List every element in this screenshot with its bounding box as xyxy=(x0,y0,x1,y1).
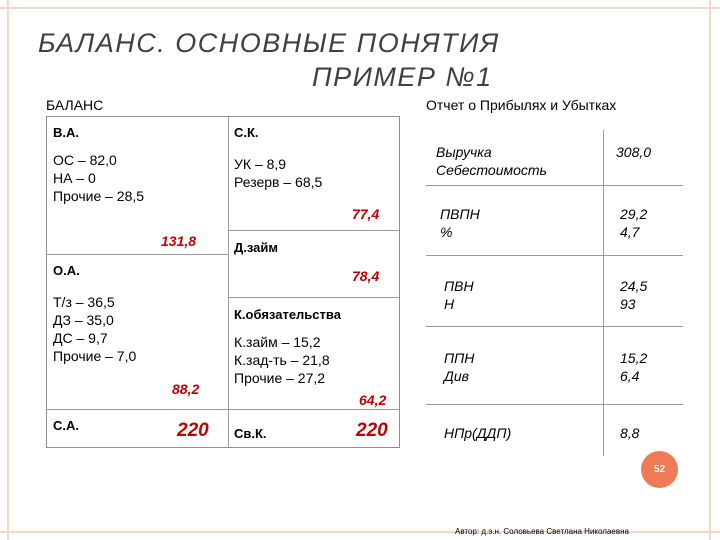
pl-row-divider xyxy=(426,185,683,186)
sk-line: УК – 8,9 xyxy=(234,156,287,172)
va-heading: В.А. xyxy=(53,125,79,140)
slide-border-right xyxy=(709,0,711,540)
sk-total: 77,4 xyxy=(352,206,380,222)
pl-value-line: 4,7 xyxy=(620,224,640,240)
oa-line: ДЗ – 35,0 xyxy=(53,312,114,328)
pl-label-line: ППН xyxy=(444,350,475,366)
pl-value xyxy=(620,424,639,442)
svk-total: 220 xyxy=(356,420,388,441)
pl-label-line: НПр(ДДП) xyxy=(444,425,512,441)
pl-table xyxy=(426,130,683,456)
pl-label-line: Себестоимость xyxy=(436,162,547,178)
ko-heading: К.обязательства xyxy=(234,307,341,322)
report-label: Отчет о Прибылях и Убытках xyxy=(426,97,617,113)
va-line: НА – 0 xyxy=(53,170,96,186)
ko-lines xyxy=(234,333,330,387)
svk-heading: Св.К. xyxy=(234,426,267,441)
pl-label xyxy=(444,349,474,385)
ko-line: Прочие – 27,2 xyxy=(234,370,326,386)
va-oa-divider xyxy=(47,254,228,255)
sk-heading: С.К. xyxy=(234,125,259,140)
oa-line: ДС – 9,7 xyxy=(53,330,108,346)
pl-value-line: 24,5 xyxy=(620,278,648,294)
pl-value-line: 15,2 xyxy=(620,350,648,366)
pl-label-line: % xyxy=(440,224,453,240)
author-credit: Автор: д.э.н. Соловьева Светлана Николаевна xyxy=(455,527,629,536)
pl-row-divider xyxy=(426,326,683,327)
va-total: 131,8 xyxy=(161,233,197,249)
pl-label-line: ПВПН xyxy=(440,206,480,222)
oa-heading: О.А. xyxy=(53,263,80,278)
balance-column-divider xyxy=(228,117,229,447)
pl-label xyxy=(436,143,547,179)
pl-value xyxy=(620,277,647,313)
pl-value xyxy=(620,349,647,385)
pl-value-line: 8,8 xyxy=(620,425,640,441)
balance-table xyxy=(46,116,400,448)
sa-heading: С.А. xyxy=(53,418,79,433)
pl-label-line: Див xyxy=(444,368,469,384)
dz-heading: Д.займ xyxy=(234,240,279,255)
pl-label-line: Н xyxy=(444,296,455,312)
ko-line: К.займ – 15,2 xyxy=(234,334,321,350)
totals-divider xyxy=(47,409,399,410)
pl-label xyxy=(444,424,511,442)
pl-column-divider xyxy=(603,130,604,456)
pl-label-line: ПВН xyxy=(444,278,474,294)
page-number-badge: 52 xyxy=(641,451,678,488)
slide-subtitle: ПРИМЕР №1 xyxy=(312,62,493,92)
pl-label-line: Выручка xyxy=(436,144,492,160)
balance-label: БАЛАНС xyxy=(46,97,104,113)
pl-value-line: 308,0 xyxy=(616,144,652,160)
slide-title: БАЛАНС. ОСНОВНЫЕ ПОНЯТИЯ xyxy=(38,28,500,58)
pl-value-line: 29,2 xyxy=(620,206,648,222)
dz-total: 78,4 xyxy=(352,268,380,284)
ko-line: К.зад-ть – 21,8 xyxy=(234,352,330,368)
va-lines xyxy=(53,151,144,205)
pl-value xyxy=(616,143,651,161)
pl-row-divider xyxy=(426,255,683,256)
slide-border-top xyxy=(0,7,720,9)
pl-label xyxy=(440,205,480,241)
va-line: Прочие – 28,5 xyxy=(53,188,145,204)
sk-lines xyxy=(234,155,322,191)
ko-total: 64,2 xyxy=(359,392,387,408)
oa-total: 88,2 xyxy=(172,381,200,397)
pl-value-line: 6,4 xyxy=(620,368,640,384)
oa-line: Т/з – 36,5 xyxy=(53,294,115,310)
pl-row-divider xyxy=(426,404,683,405)
oa-line: Прочие – 7,0 xyxy=(53,348,137,364)
pl-label xyxy=(444,277,474,313)
sk-dz-divider xyxy=(228,230,399,231)
pl-value xyxy=(620,205,647,241)
sk-line: Резерв – 68,5 xyxy=(234,174,323,190)
va-line: ОС – 82,0 xyxy=(53,152,117,168)
oa-lines xyxy=(53,293,136,365)
slide-border-left xyxy=(7,0,9,540)
dz-ko-divider xyxy=(228,297,399,298)
pl-value-line: 93 xyxy=(620,296,636,312)
sa-total: 220 xyxy=(177,420,209,441)
